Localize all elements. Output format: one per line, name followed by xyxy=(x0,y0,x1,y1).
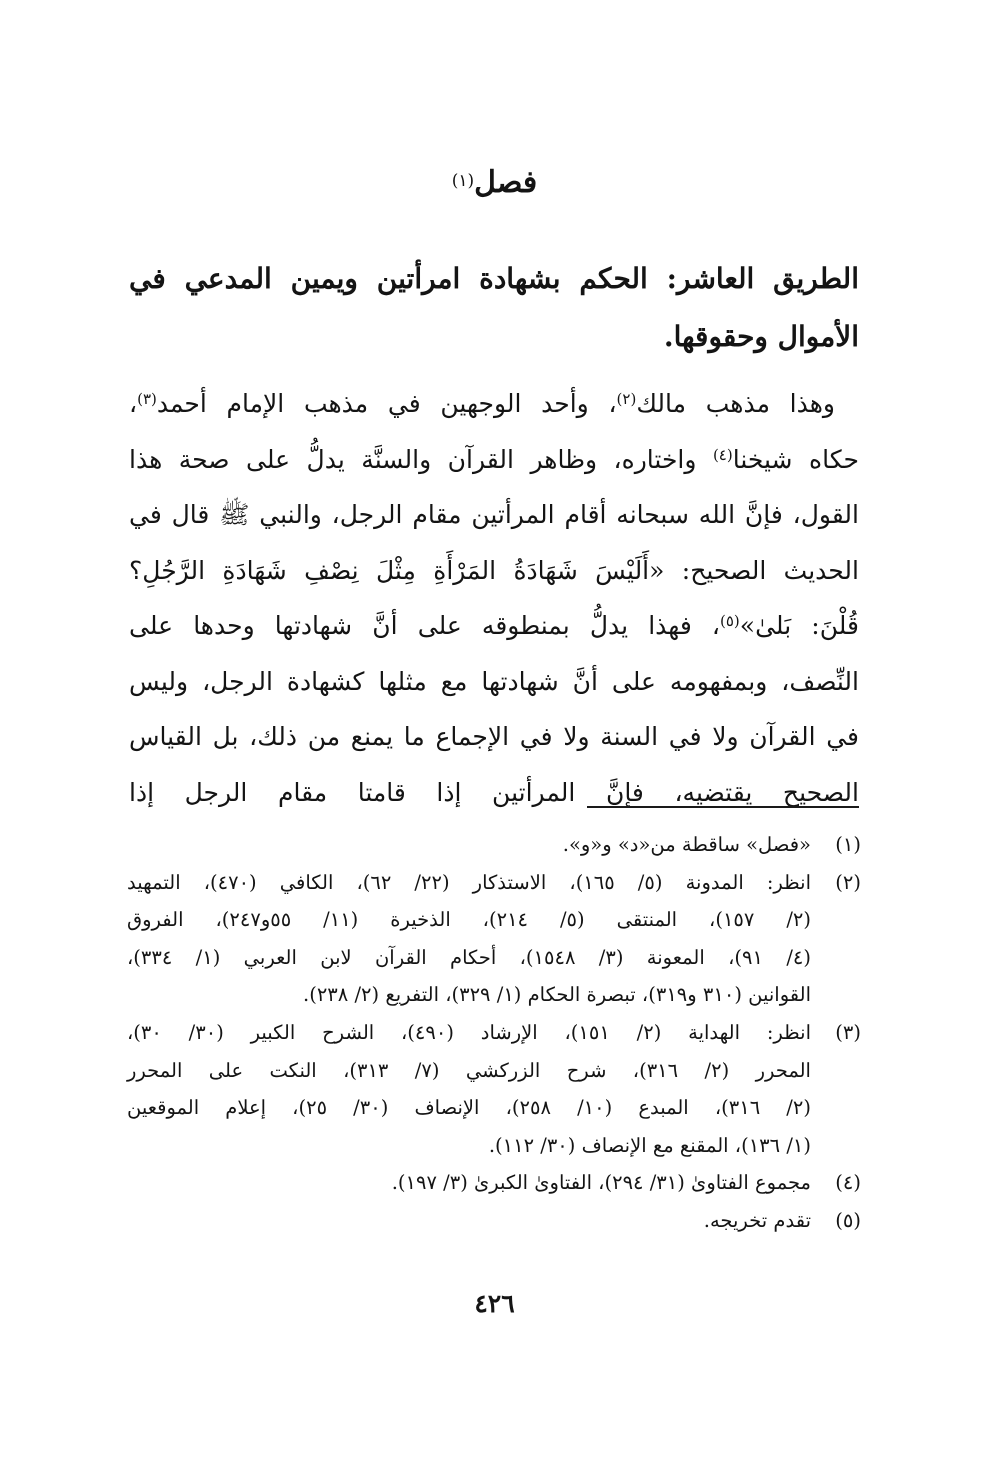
text-run: قُلْنَ: بَلىٰ» xyxy=(739,611,859,640)
footnote-text xyxy=(127,864,811,1014)
footnote-text xyxy=(127,1014,811,1164)
main-paragraph xyxy=(129,376,859,820)
footnote-ref-4: (٤) xyxy=(712,445,733,464)
page-number: ٤٢٦ xyxy=(474,1289,515,1318)
footnote-ref-2: (٢) xyxy=(616,390,637,408)
footnote-line: (٤/ ٩١)، المعونة (٣/ ١٥٤٨)، أحكام القرآن لابن العربي (١/ ٣٣٤)، xyxy=(127,945,811,969)
footnote-text xyxy=(127,826,811,864)
section-title-text: فصل xyxy=(474,165,538,200)
paragraph-line-4: الحديث الصحيح: «أَلَيْسَ شَهَادَةُ المَرْأَةِ مِثْلَ نِصْفِ شَهَادَةِ الرَّجُلِ؟ xyxy=(129,555,859,585)
text-run: ، فهذا يدلُّ بمنطوقه على أنَّ شهادتها وحدها على xyxy=(129,611,720,640)
footnote-5 xyxy=(127,1202,861,1240)
footnote-ref-3: (٣) xyxy=(137,390,157,408)
paragraph-line-7: في القرآن ولا في السنة ولا في الإجماع ما يمنع من ذلك، بل القياس xyxy=(129,722,859,751)
footnote-line: (١/ ١٣٦)، المقنع مع الإنصاف (٣٠/ ١١٢). xyxy=(488,1133,811,1157)
footnotes xyxy=(127,826,861,1240)
footnote-number: (٤) xyxy=(835,1171,861,1195)
footnote-number: (١) xyxy=(835,833,861,856)
text-run: حكاه شيخنا xyxy=(732,444,859,474)
footnote-text xyxy=(127,1202,811,1240)
footnote-line: انظر: المدونة (٥/ ١٦٥)، الاستذكار (٢٢/ ٦٢)، الكافي (٤٧٠)، التمهيد xyxy=(127,870,811,894)
paragraph-line-3: القول، فإنَّ الله سبحانه أقام المرأتين مقام الرجل، والنبي ﷺ قال في xyxy=(129,500,859,529)
text-run: وهذا مذهب مالك xyxy=(636,389,835,418)
footnote-line: (٢/ ١٥٧)، المنتقى (٥/ ٢١٤)، الذخيرة (١١/ ٥٥و٢٤٧)، الفروق xyxy=(127,908,811,932)
footnote-line: تقدم تخريجه. xyxy=(703,1208,811,1232)
paragraph-line-8: الصحيح يقتضيه، فإنَّ المرأتين إذا قامتا مقام الرجل إذا xyxy=(129,777,859,807)
section-heading: الطريق العاشر: الحكم بشهادة امرأتين ويمين المدعي في الأموال وحقوقها. xyxy=(129,262,859,353)
footnote-line: (٢/ ٣١٦)، المبدع (١٠/ ٢٥٨)، الإنصاف (٣٠/ ٢٥)، إعلام الموقعين xyxy=(127,1096,811,1120)
text-run: ، وأحد الوجهين في مذهب الإمام أحمد xyxy=(156,389,617,418)
section-title xyxy=(0,158,989,208)
footnote-number: (٣) xyxy=(835,1020,861,1044)
footnote-ref-5: (٥) xyxy=(720,612,740,630)
footnote-number: (٢) xyxy=(835,870,861,894)
footnote-line: المحرر (٢/ ٣١٦)، شرح الزركشي (٧/ ٣١٣)، النكت على المحرر xyxy=(127,1058,811,1082)
text-run: ، xyxy=(129,389,138,418)
footnote-line: القوانين (٣١٠ و٣١٩)، تبصرة الحكام (١/ ٣٢٩)، التفريع (٢/ ٢٣٨). xyxy=(303,983,811,1007)
footnote-4 xyxy=(127,1164,861,1202)
footnote-line: «فصل» ساقطة من«د» و«و». xyxy=(562,833,811,856)
footnote-1 xyxy=(127,826,861,864)
paragraph-line-6: النِّصف، وبمفهومه على أنَّ شهادتها مع مثلها كشهادة الرجل، وليس xyxy=(129,666,859,696)
footnote-3 xyxy=(127,1014,861,1164)
text-run: واختاره، وظاهر القرآن والسنَّة يدلُّ على صحة هذا xyxy=(129,444,713,474)
paragraph-line-2 xyxy=(129,432,859,488)
footnote-line: مجموع الفتاوىٰ (٣١/ ٢٩٤)، الفتاوىٰ الكبرىٰ (٣/ ١٩٧). xyxy=(391,1171,811,1195)
paragraph-line-5 xyxy=(129,598,859,654)
paragraph-line-1 xyxy=(129,376,859,432)
footnote-2 xyxy=(127,864,861,1014)
footnote-number: (٥) xyxy=(835,1208,861,1232)
footnote-separator xyxy=(587,806,859,808)
footnote-line: انظر: الهداية (٢/ ١٥١)، الإرشاد (٤٩٠)، الشرح الكبير (٣٠/ ٣٠)، xyxy=(127,1020,811,1044)
section-title-footnote-ref: (١) xyxy=(451,171,475,191)
footnote-text xyxy=(127,1164,811,1202)
